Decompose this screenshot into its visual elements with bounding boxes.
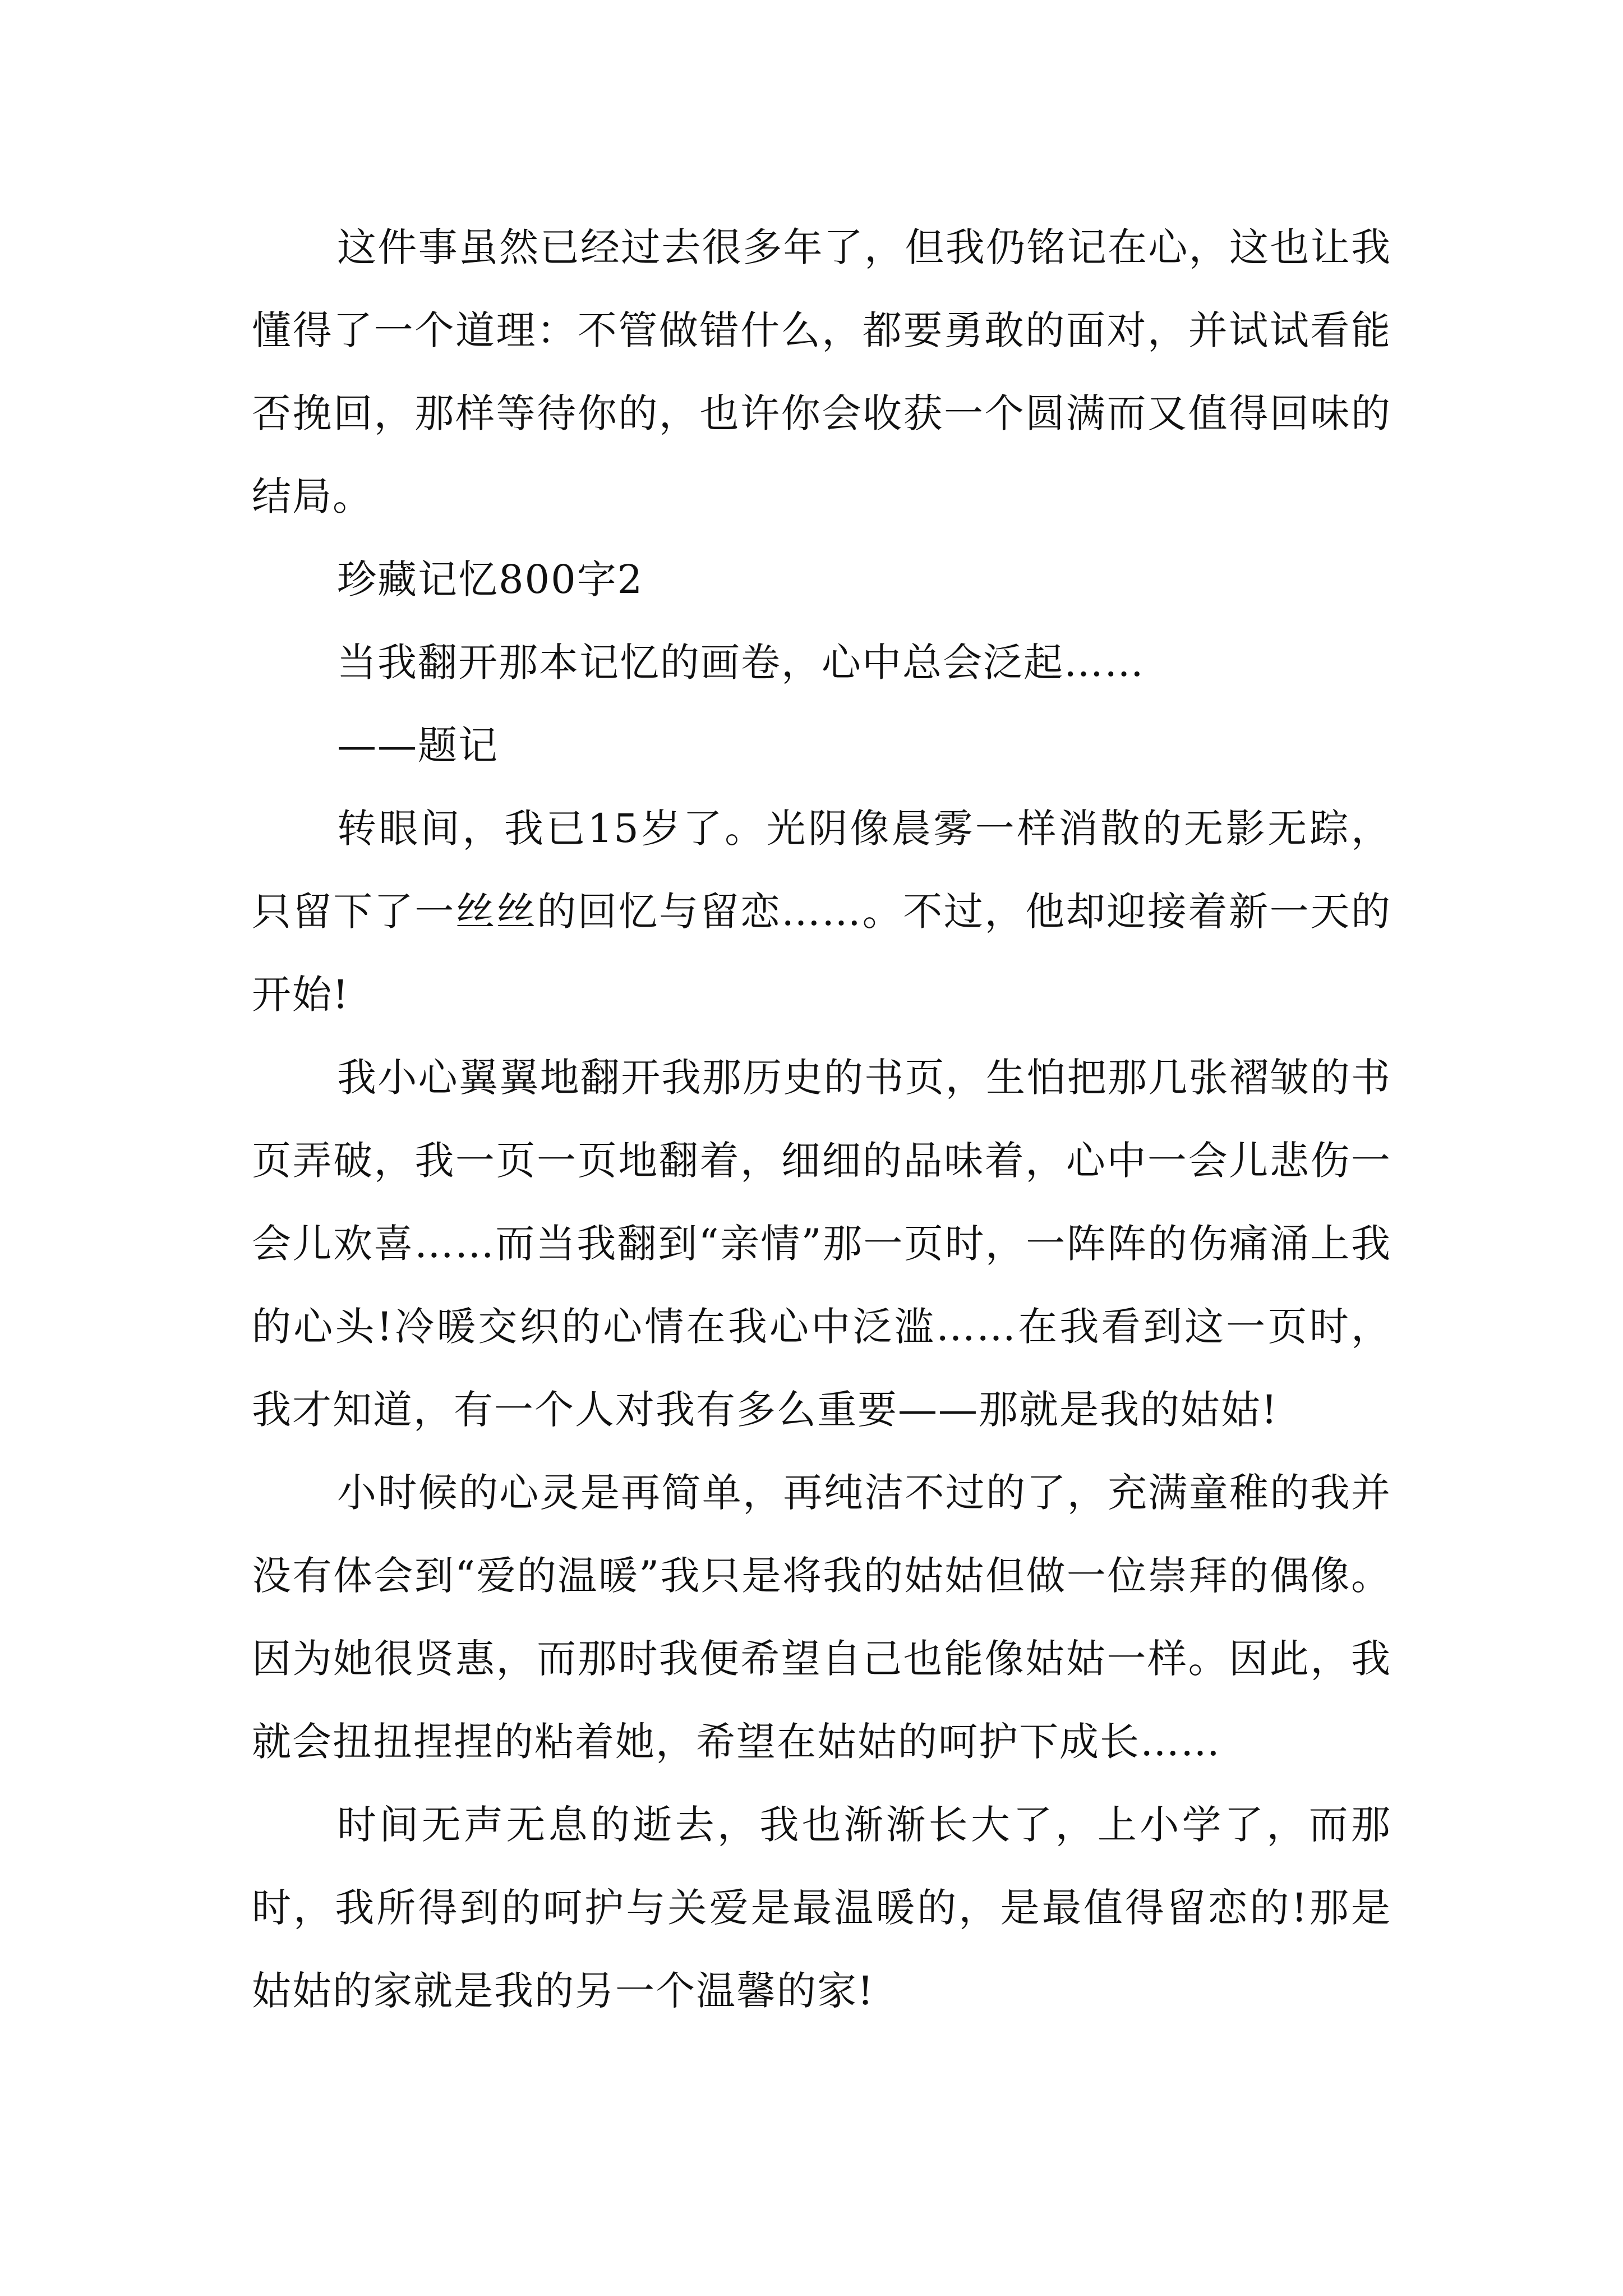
document-body xyxy=(252,206,1391,2032)
epigraph-attribution: ——题记 xyxy=(337,723,499,769)
paragraph-history-pages: 我小心翼翼地翻开我那历史的书页，生怕把那几张褶皱的书页弄破，我一页一页地翻着，细细的品味着，心中一会儿悲伤一会儿欢喜……而当我翻到“亲情”那一页时，一阵阵的伤痛涌上我的心头!冷暖交织的心情在我心中泛滥……在我看到这一页时，我才知道，有一个人对我有多么重要——那就是我的姑姑! xyxy=(252,1055,1391,1433)
paragraph-childhood: 小时候的心灵是再简单，再纯洁不过的了，充满童稚的我并没有体会到“爱的温暖”我只是将我的姑姑但做一位崇拜的偶像。因为她很贤惠，而那时我便希望自己也能像姑姑一样。因此，我就会扭扭捏捏的粘着她，希望在姑姑的呵护下成长…… xyxy=(252,1470,1391,1765)
paragraph-lesson: 这件事虽然已经过去很多年了，但我仍铭记在心，这也让我懂得了一个道理：不管做错什么，都要勇敢的面对，并试试看能否挽回，那样等待你的，也许你会收获一个圆满而又值得回味的结局。 xyxy=(252,224,1391,519)
paragraph-growing-up: 时间无声无息的逝去，我也渐渐长大了，上小学了，而那时，我所得到的呵护与关爱是最温暖的，是最值得留恋的!那是姑姑的家就是我的另一个温馨的家! xyxy=(252,1802,1391,2014)
epigraph-line: 当我翻开那本记忆的画卷，心中总会泛起…… xyxy=(337,639,1145,685)
paragraph-opening: 转眼间，我已15岁了。光阴像晨雾一样消散的无影无踪，只留下了一丝丝的回忆与留恋……。不过，他却迎接着新一天的开始! xyxy=(252,806,1391,1018)
essay-title: 珍藏记忆800字2 xyxy=(337,556,644,602)
